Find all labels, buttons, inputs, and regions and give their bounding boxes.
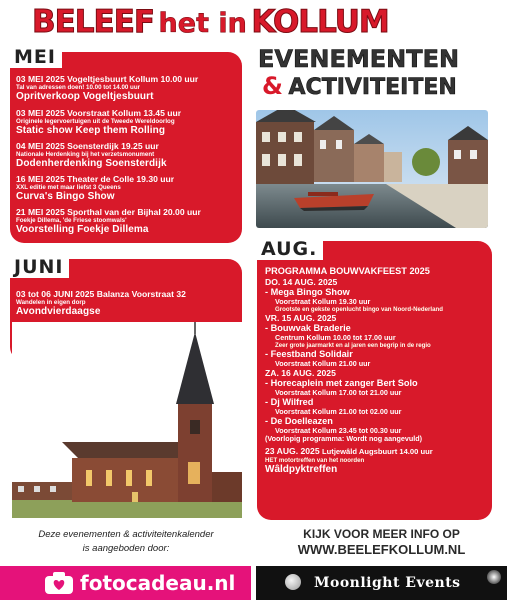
aug-event-sub: Voorstraat Kollum 23.45 tot 00.30 uur [275, 426, 402, 435]
aug-event-sub: Voorstraat Kollum 21.00 tot 02.00 uur [275, 407, 402, 416]
sponsor-moonlight[interactable] [256, 566, 507, 600]
juni-event-1 [16, 289, 236, 318]
aug-event-note: Zeer grote jaarmarkt en al jaren een begrip in de regio [275, 342, 431, 349]
aug-event-note: Grootste en gekste openlucht bingo van Noord-Nederland [275, 306, 443, 313]
event-date: 16 MEI 2025 [16, 174, 65, 184]
mei-label: MEI [8, 46, 62, 68]
camera-heart-icon [44, 571, 74, 595]
mei-event-2 [16, 108, 236, 137]
subtitle-ampersand: & [262, 72, 283, 100]
aug-label: AUG. [255, 238, 323, 260]
more-info-line-1: KIJK VOOR MEER INFO OP [303, 527, 460, 541]
more-info [256, 526, 507, 558]
mei-panel [10, 52, 242, 243]
sponsor-fotocadeau[interactable] [0, 566, 251, 600]
moon-icon [285, 574, 301, 590]
title-beleef: BELEEF [32, 4, 155, 40]
aug-day-3: ZA. 16 AUG. 2025 [265, 368, 336, 378]
aug-heading: PROGRAMMA BOUWVAKFEEST 2025 [265, 266, 430, 276]
event-title: Curva's Bingo Show [16, 191, 115, 202]
church-photo [12, 322, 242, 518]
event-date: 03 MEI 2025 [16, 74, 65, 84]
aug-event-title: - Mega Bingo Show [265, 287, 350, 297]
event-title: Static show Keep them Rolling [16, 125, 166, 136]
mei-event-1 [16, 74, 236, 103]
aug-panel [257, 241, 492, 520]
event-info: Vogeltjesbuurt Kollum 10.00 uur [67, 74, 199, 84]
subtitle-activiteiten [262, 72, 457, 100]
mei-event-5 [16, 207, 236, 236]
mei-event-4 [16, 174, 236, 203]
aug-last-title: Wâldpyktreffen [265, 464, 338, 475]
subtitle-activiteiten-text: ACTIVITEITEN [288, 75, 457, 100]
event-note: Wandelen in eigen dorp [16, 299, 86, 306]
credit-text [0, 528, 252, 556]
credit-line-2: is aangeboden door: [82, 543, 170, 554]
aug-event-sub: Centrum Kollum 10.00 tot 17.00 uur [275, 333, 396, 342]
spotlight-glow [487, 570, 501, 584]
event-note: XXL editie met maar liefst 3 Queens [16, 184, 121, 191]
event-info: Balanza Voorstraat 32 [96, 289, 186, 299]
aug-event-title: - Feestband Solidair [265, 349, 353, 359]
event-title: Opritverkoop Vogeltjesbuurt [16, 91, 154, 102]
juni-label: JUNI [8, 256, 69, 278]
event-date: 03 tot 06 JUNI 2025 [16, 289, 95, 299]
website-link[interactable]: WWW.BEELEFKOLLUM.NL [297, 542, 466, 557]
title-het-in: het in [158, 8, 247, 39]
event-info: Theater de Colle 19.30 uur [67, 174, 175, 184]
event-info: Sporthal van der Bijhal 20.00 uur [67, 207, 201, 217]
credit-line-1: Deze evenementen & activiteitenkalender [38, 529, 214, 540]
aug-event-title: - De Doelleazen [265, 416, 333, 426]
moonlight-logo-text: Moonlight Events [314, 575, 461, 591]
aug-last-note: HET motortreffen van het noorden [265, 457, 365, 464]
mei-event-3 [16, 141, 236, 170]
event-note: Foekje Dillema, 'de Friese stoomwals' [16, 217, 127, 224]
aug-event-title: - Bouwvak Braderie [265, 323, 351, 333]
subtitle-evenementen: EVENEMENTEN [258, 45, 460, 73]
aug-last-info: Lutjewâld Augsbuurt 14.00 uur [322, 447, 433, 456]
aug-day-2: VR. 15 AUG. 2025 [265, 313, 337, 323]
aug-event-title: - Dj Wilfred [265, 397, 314, 407]
aug-event-title: - Horecaplein met zanger Bert Solo [265, 378, 418, 388]
aug-day-1: DO. 14 AUG. 2025 [265, 277, 338, 287]
event-note: Nationale Herdenking bij het verzetsmonument [16, 151, 155, 158]
aug-event-sub: Voorstraat Kollum 17.00 tot 21.00 uur [275, 388, 402, 397]
event-title: Avondvierdaagse [16, 306, 101, 317]
canal-photo [256, 110, 488, 228]
event-title: Voorstelling Foekje Dillema [16, 224, 149, 235]
event-title: Dodenherdenking Soensterdijk [16, 158, 167, 169]
aug-last-date: 23 AUG. 2025 [265, 446, 320, 456]
aug-event-sub: Voorstraat Kollum 21.00 uur [275, 359, 371, 368]
event-note: Originele legervoertuigen uit de Tweede Wereldoorlog [16, 118, 175, 125]
aug-event-sub: Voorstraat Kollum 19.30 uur [275, 297, 371, 306]
title-kollum: KOLLUM [251, 4, 389, 40]
event-date: 04 MEI 2025 [16, 141, 65, 151]
event-date: 03 MEI 2025 [16, 108, 65, 118]
event-info: Soensterdijk 19.25 uur [67, 141, 159, 151]
event-note: Tal van adressen doen! 10.00 tot 14.00 uur [16, 84, 141, 91]
event-date: 21 MEI 2025 [16, 207, 65, 217]
fotocadeau-logo-text: fotocadeau.nl [80, 571, 236, 595]
main-title [32, 4, 389, 40]
aug-event-note: (Voorlopig programma: Wordt nog aangevuld) [265, 434, 423, 443]
event-info: Voorstraat Kollum 13.45 uur [67, 108, 182, 118]
